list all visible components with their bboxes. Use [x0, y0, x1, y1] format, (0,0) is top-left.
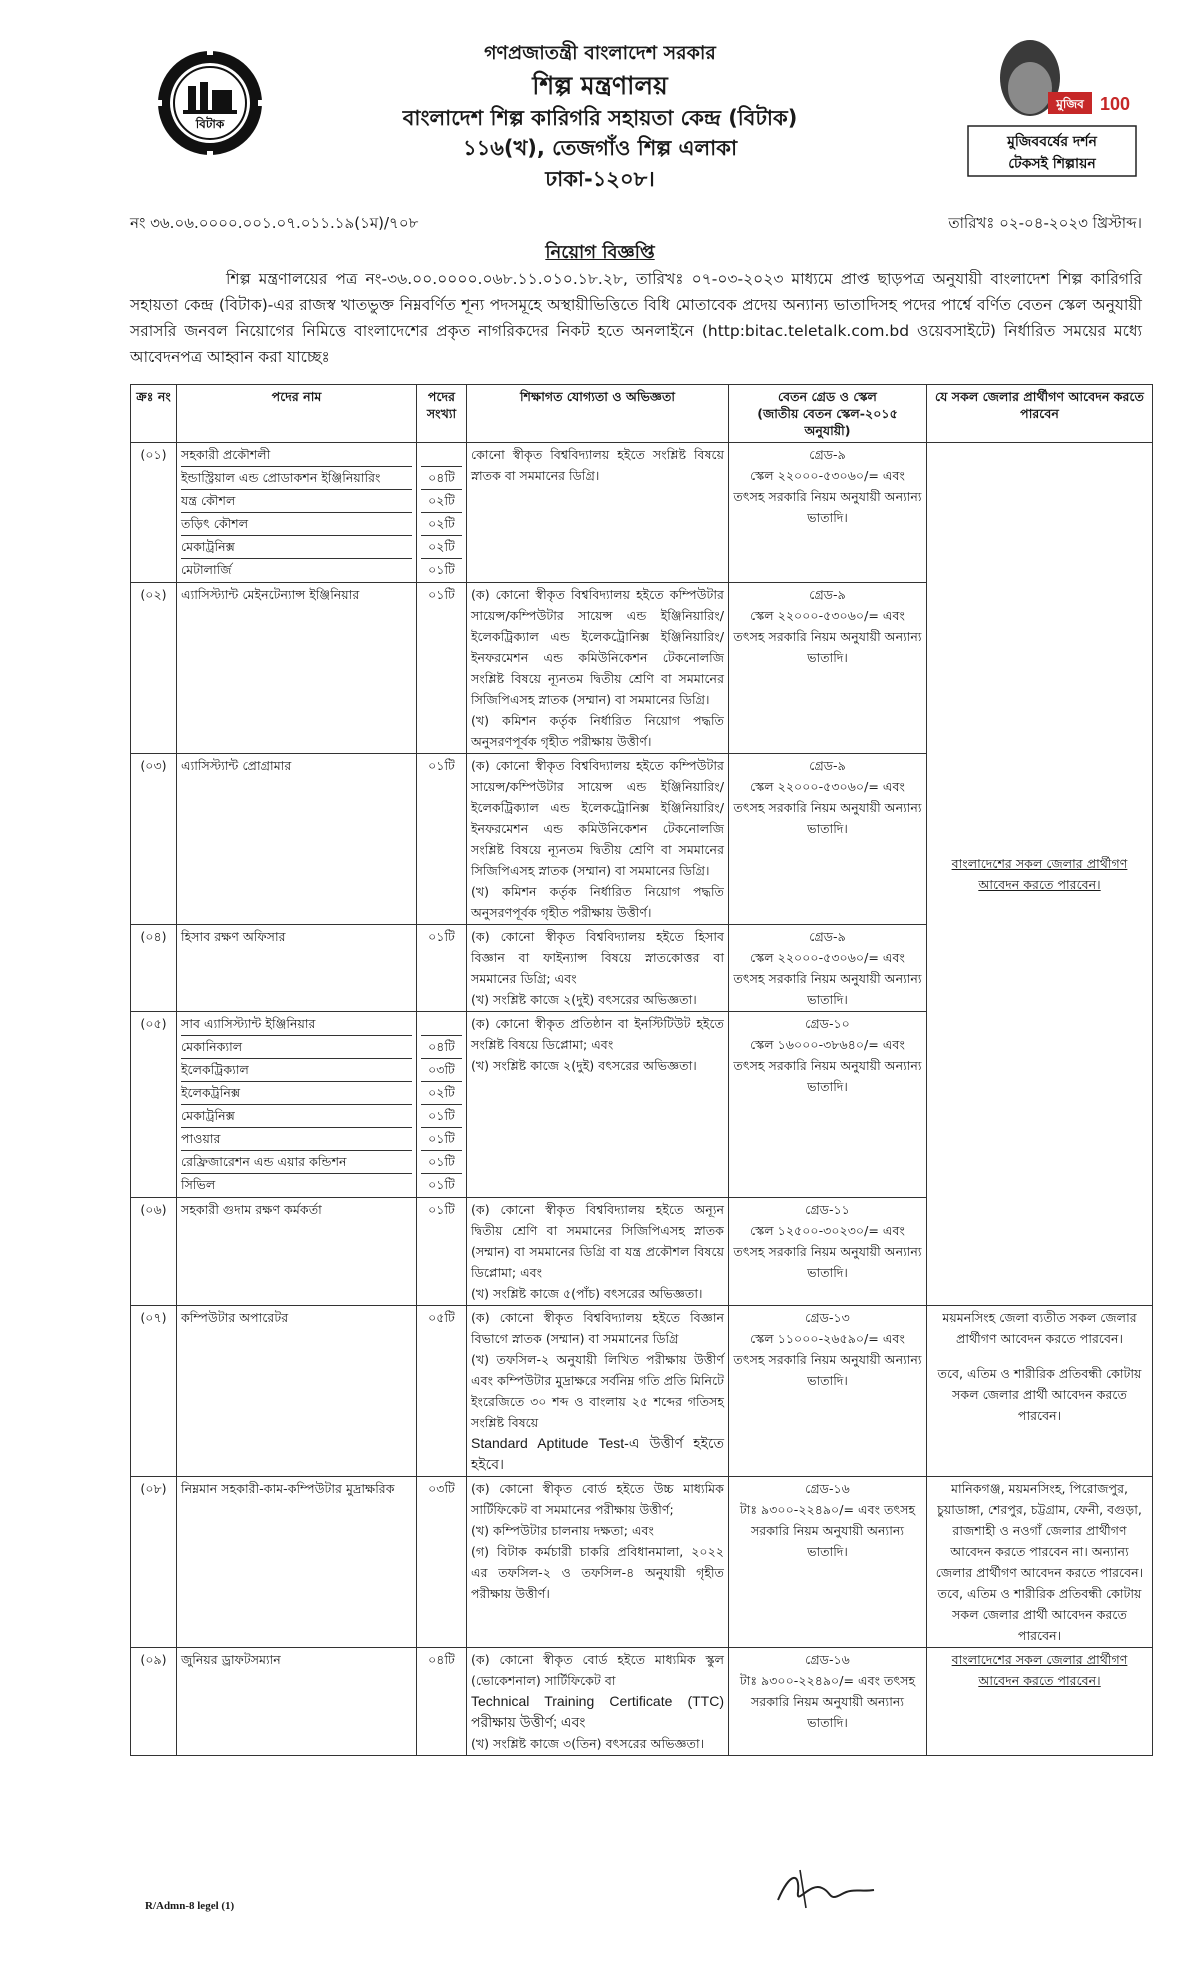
district-eligibility — [927, 1648, 1153, 1756]
district-eligibility — [927, 443, 1153, 1306]
row-count: ০৫টি — [417, 1306, 467, 1477]
subpost-count: ০১টি — [421, 1173, 462, 1196]
row-serial: (০৮) — [131, 1477, 177, 1648]
row-serial: (০১) — [131, 443, 177, 583]
row-qualification — [467, 1306, 729, 1477]
row-grade — [729, 754, 927, 925]
row-qualification — [467, 1012, 729, 1198]
district-text: বাংলাদেশের সকল জেলার প্রার্থীগণ আবেদন করতে পারবেন। — [951, 856, 1128, 892]
mujib-logo-line2: টেকসই শিল্পায়ন — [1008, 156, 1096, 172]
bitac-logo-text: বিটাক — [195, 117, 225, 131]
qualification-item: Technical Training Certificate (TTC) পরীক্ষায় উত্তীর্ণ; এবং — [471, 1693, 724, 1730]
letterhead — [300, 42, 900, 192]
district-text: মানিকগঞ্জ, ময়মনসিংহ, পিরোজপুর, চুয়াডাঙ্গা, শেরপুর, চট্টগ্রাম, ফেনী, বগুড়া, রাজশাহী ও নওগাঁ জেলার প্রার্থীগণ আবেদন করতে পারবেন না। অন্যান্য জেলার প্রার্থীগণ আবেদন করতে পারবেন। — [935, 1481, 1144, 1580]
qualification-item: (খ) সংশ্লিষ্ট কাজে ৩(তিন) বৎসরের অভিজ্ঞতা। — [471, 1736, 705, 1751]
row-grade — [729, 443, 927, 583]
notice-title: নিয়োগ বিজ্ঞপ্তি — [545, 242, 655, 263]
government-name: গণপ্রজাতন্ত্রী বাংলাদেশ সরকার — [484, 42, 716, 64]
subpost-count: ০১টি — [421, 1150, 462, 1173]
row-grade — [729, 1648, 927, 1756]
row-count: ০১টি — [417, 925, 467, 1012]
qualification-item: (ক) কোনো স্বীকৃত প্রতিষ্ঠান বা ইনস্টিটিউট হইতে সংশ্লিষ্ট বিষয়ে ডিপ্লোমা; এবং — [471, 1016, 724, 1052]
subpost-name: মেকাট্রনিক্স — [181, 535, 412, 558]
table-row — [131, 1477, 1153, 1648]
organization-name: বাংলাদেশ শিল্প কারিগরি সহায়তা কেন্দ্র (বিটাক) — [402, 106, 798, 130]
memo-date: তারিখঃ ০২-০৪-২০২৩ খ্রিস্টাব্দ। — [948, 214, 1142, 232]
mujib-logo-line1: মুজিববর্ষের দর্শন — [1007, 134, 1097, 150]
grade-scale: টাঃ ৯৩০০-২২৪৯০/= এবং তৎসহ সরকারি নিয়ম অনুযায়ী অন্যান্য ভাতাদি। — [739, 1502, 916, 1559]
row-post: জুনিয়র ড্রাফটসম্যান — [177, 1648, 417, 1756]
subpost-count: ০২টি — [421, 1081, 462, 1104]
qualification-item: (খ) সংশ্লিষ্ট কাজে ২(দুই) বৎসরের অভিজ্ঞতা। — [471, 992, 697, 1007]
signature — [770, 1862, 880, 1917]
subpost-name: মেটালার্জি — [181, 558, 412, 581]
grade-label: গ্রেড-৯ — [809, 758, 846, 773]
grade-scale: স্কেল ১২৫০০-৩০২৩০/= এবং তৎসহ সরকারি নিয়ম অনুযায়ী অন্যান্য ভাতাদি। — [733, 1223, 922, 1280]
row-serial: (০৭) — [131, 1306, 177, 1477]
qualification-item: (ক) কোনো স্বীকৃত বোর্ড হইতে উচ্চ মাধ্যমিক সার্টিফিকেট বা সমমানের পরীক্ষায় উত্তীর্ণ; — [471, 1481, 724, 1517]
row-post: হিসাব রক্ষণ অফিসার — [177, 925, 417, 1012]
bitac-logo — [155, 48, 265, 158]
row-grade — [729, 1198, 927, 1306]
row-serial: (০৬) — [131, 1198, 177, 1306]
row-grade — [729, 925, 927, 1012]
subpost-name: মেকানিক্যাল — [181, 1035, 412, 1058]
table-header-row — [131, 385, 1153, 443]
header-grade — [729, 385, 927, 443]
grade-scale: স্কেল ১৬০০০-৩৮৬৪০/= এবং তৎসহ সরকারি নিয়ম অনুযায়ী অন্যান্য ভাতাদি। — [733, 1037, 922, 1094]
district-text: ময়মনসিংহ জেলা ব্যতীত সকল জেলার প্রার্থীগণ আবেদন করতে পারবেন। — [942, 1310, 1137, 1346]
header-serial: ক্রঃ নং — [131, 385, 177, 443]
qualification-item: (খ) কমিশন কর্তৃক নির্ধারিত নিয়োগ পদ্ধতি অনুসরণপূর্বক গৃহীত পরীক্ষায় উত্তীর্ণ। — [471, 884, 724, 920]
post-title: সহকারী প্রকৌশলী — [181, 447, 271, 462]
qualification-item: (ক) কোনো স্বীকৃত বিশ্ববিদ্যালয় হইতে কম্পিউটার সায়েন্স/কম্পিউটার সায়েন্স এন্ড ইঞ্জিনিয়ারিং/ইলেকট্রিক্যাল এন্ড ইলেকট্রোনিক্স ইঞ্জিনিয়ারিং/ইনফরমেশন এন্ড কমিউনিকেশন টেকনোলজি সংশ্লিষ্ট বিষয়ে ন্যূনতম দ্বিতীয় শ্রেণি বা সমমানের সিজিপিএসহ স্নাতক (সম্মান) বা সমমানের ডিগ্রি। — [471, 587, 724, 707]
row-grade — [729, 1012, 927, 1198]
subpost-name: ইলেকট্রনিক্স — [181, 1081, 412, 1104]
row-count: ০৪টি — [417, 1648, 467, 1756]
district-quota-text: তবে, এতিম ও শারীরিক প্রতিবন্ধী কোটায় সকল জেলার প্রার্থী আবেদন করতে পারবেন। — [937, 1366, 1142, 1423]
row-post: নিম্নমান সহকারী-কাম-কম্পিউটার মুদ্রাক্ষরিক — [177, 1477, 417, 1648]
qualification-item: (ক) কোনো স্বীকৃত বিশ্ববিদ্যালয় হইতে হিসাব বিজ্ঞান বা ফাইন্যান্স বিষয়ে স্নাতকোত্তর বা সমমানের ডিগ্রি; এবং — [471, 929, 724, 986]
grade-label: গ্রেড-১১ — [805, 1202, 850, 1217]
row-post — [177, 1012, 417, 1198]
notice-intro: শিল্প মন্ত্রণালয়ের পত্র নং-৩৬.০০.০০০০.০৬৮.১১.০১০.১৮.২৮, তারিখঃ ০৭-০৩-২০২৩ মাধ্যমে প্রাপ্ত ছাড়পত্র অনুযায়ী বাংলাদেশ শিল্প কারিগরি সহায়তা কেন্দ্র (বিটাক)-এর রাজস্ব খাতভুক্ত নিম্নবর্ণিত শূন্য পদসমূহে অস্থায়ীভিত্তিতে বিধি মোতাবেক প্রদেয় অন্যান্য ভাতাদিসহ পদের পার্শ্বে বর্ণিত বেতন স্কেল অনুযায়ী সরাসরি জনবল নিয়োগের নিমিত্তে বাংলাদেশের প্রকৃত নাগরিকদের নিকট হতে অনলাইনে (http:bitac.teletalk.com.bd ওয়েবসাইটে) নির্ধারিত সময়ের মধ্যে আবেদনপত্র আহ্বান করা যাচ্ছেঃ — [130, 270, 1142, 366]
row-post: সহকারী গুদাম রক্ষণ কর্মকর্তা — [177, 1198, 417, 1306]
table-row — [131, 443, 1153, 583]
subpost-name: ইন্ডাস্ট্রিয়াল এন্ড প্রোডাকশন ইঞ্জিনিয়ারিং — [181, 466, 412, 489]
grade-label: গ্রেড-৯ — [809, 587, 846, 602]
row-count: ০১টি — [417, 1198, 467, 1306]
header-count: পদের সংখ্যা — [417, 385, 467, 443]
header-grade-line2: (জাতীয় বেতন স্কেল-২০১৫ অনুযায়ী) — [757, 406, 898, 438]
subpost-name: তড়িৎ কৌশল — [181, 512, 412, 535]
grade-label: গ্রেড-১৬ — [805, 1652, 850, 1667]
district-text: বাংলাদেশের সকল জেলার প্রার্থীগণ আবেদন করতে পারবেন। — [951, 1652, 1128, 1688]
qualification-item: কোনো স্বীকৃত বিশ্ববিদ্যালয় হইতে সংশ্লিষ্ট বিষয়ে স্নাতক বা সমমানের ডিগ্রি। — [471, 447, 724, 483]
row-serial: (০২) — [131, 583, 177, 754]
subpost-count: ০১টি — [421, 1104, 462, 1127]
subpost-name: মেকাট্রনিক্স — [181, 1104, 412, 1127]
subpost-count: ০২টি — [421, 512, 462, 535]
subpost-count: ০৪টি — [421, 1035, 462, 1058]
organization-city: ঢাকা-১২০৮। — [545, 166, 655, 191]
header-grade-line1: বেতন গ্রেড ও স্কেল — [778, 389, 877, 404]
grade-label: গ্রেড-১০ — [805, 1016, 850, 1031]
row-serial: (০৯) — [131, 1648, 177, 1756]
row-post: কম্পিউটার অপারেটর — [177, 1306, 417, 1477]
row-count — [417, 443, 467, 583]
row-qualification — [467, 1477, 729, 1648]
row-grade — [729, 1477, 927, 1648]
qualification-item: (খ) কমিশন কর্তৃক নির্ধারিত নিয়োগ পদ্ধতি অনুসরণপূর্বক গৃহীত পরীক্ষায় উত্তীর্ণ। — [471, 713, 724, 749]
grade-scale: টাঃ ৯৩০০-২২৪৯০/= এবং তৎসহ সরকারি নিয়ম অনুযায়ী অন্যান্য ভাতাদি। — [739, 1673, 916, 1730]
mujib-logo-badge: 100 — [1100, 94, 1131, 114]
row-post — [177, 443, 417, 583]
footer-code: R/Admn-8 legel (1) — [145, 1900, 235, 1912]
qualification-item: (খ) তফসিল-২ অনুযায়ী লিখিত পরীক্ষায় উত্তীর্ণ এবং কম্পিউটার মুদ্রাক্ষরে সর্বনিম্ন গতি প্রতি মিনিটে ইংরেজিতে ৩০ শব্দ ও বাংলায় ২৫ শব্দের গতিসহ সংশ্লিষ্ট বিষয়ে — [471, 1352, 724, 1430]
header-post: পদের নাম — [177, 385, 417, 443]
qualification-item: Standard Aptitude Test-এ উত্তীর্ণ হইতে হইবে। — [471, 1435, 724, 1472]
row-serial: (০৩) — [131, 754, 177, 925]
subpost-count: ০৩টি — [421, 1058, 462, 1081]
grade-scale: স্কেল ১১০০০-২৬৫৯০/= এবং তৎসহ সরকারি নিয়ম অনুযায়ী অন্যান্য ভাতাদি। — [733, 1331, 922, 1388]
row-count: ০১টি — [417, 583, 467, 754]
row-serial: (০৫) — [131, 1012, 177, 1198]
row-count: ০১টি — [417, 754, 467, 925]
row-grade — [729, 583, 927, 754]
subpost-count: ০২টি — [421, 489, 462, 512]
qualification-item: (খ) কম্পিউটার চালনায় দক্ষতা; এবং — [471, 1523, 654, 1538]
row-qualification — [467, 754, 729, 925]
grade-label: গ্রেড-১৬ — [805, 1481, 850, 1496]
grade-scale: স্কেল ২২০০০-৫৩০৬০/= এবং তৎসহ সরকারি নিয়ম অনুযায়ী অন্যান্য ভাতাদি। — [733, 608, 922, 665]
subpost-count: ০১টি — [421, 558, 462, 581]
subpost-count: ০২টি — [421, 535, 462, 558]
memo-number: নং ৩৬.০৬.০০০০.০০১.০৭.০১১.১৯(১ম)/৭০৮ — [130, 214, 419, 232]
district-quota-text: তবে, এতিম ও শারীরিক প্রতিবন্ধী কোটায় সকল জেলার প্রার্থী আবেদন করতে পারবেন। — [937, 1586, 1142, 1643]
grade-scale: স্কেল ২২০০০-৫৩০৬০/= এবং তৎসহ সরকারি নিয়ম অনুযায়ী অন্যান্য ভাতাদি। — [733, 468, 922, 525]
row-qualification — [467, 443, 729, 583]
row-count — [417, 1012, 467, 1198]
row-qualification — [467, 1648, 729, 1756]
subpost-count: ০৪টি — [421, 466, 462, 489]
subpost-count: ০১টি — [421, 1127, 462, 1150]
row-post: এ্যাসিস্ট্যান্ট মেইনটেন্যান্স ইঞ্জিনিয়ার — [177, 583, 417, 754]
ministry-name: শিল্প মন্ত্রণালয় — [532, 70, 668, 100]
row-count: ০৩টি — [417, 1477, 467, 1648]
district-eligibility — [927, 1306, 1153, 1477]
organization-address: ১১৬(খ), তেজগাঁও শিল্প এলাকা — [462, 136, 738, 161]
row-grade — [729, 1306, 927, 1477]
table-row — [131, 1648, 1153, 1756]
mujib-logo-label: মুজিব — [1056, 97, 1084, 111]
table-row — [131, 1306, 1153, 1477]
qualification-item: (ক) কোনো স্বীকৃত বিশ্ববিদ্যালয় হইতে কম্পিউটার সায়েন্স/কম্পিউটার সায়েন্স এন্ড ইঞ্জিনিয়ারিং/ইলেকট্রিক্যাল এন্ড ইলেকট্রোনিক্স ইঞ্জিনিয়ারিং/ইনফরমেশন এন্ড কমিউনিকেশন টেকনোলজি সংশ্লিষ্ট বিষয়ে ন্যূনতম দ্বিতীয় শ্রেণি বা সমমানের সিজিপিএসহ স্নাতক (সম্মান) বা সমমানের ডিগ্রি। — [471, 758, 724, 878]
subpost-name: যন্ত্র কৌশল — [181, 489, 412, 512]
qualification-item: (খ) সংশ্লিষ্ট কাজে ৫(পাঁচ) বৎসরের অভিজ্ঞতা। — [471, 1286, 703, 1301]
row-post: এ্যাসিস্ট্যান্ট প্রোগ্রামার — [177, 754, 417, 925]
subpost-name: রেফ্রিজারেশন এন্ড এয়ার কন্ডিশন — [181, 1150, 412, 1173]
row-qualification — [467, 925, 729, 1012]
header-qualification: শিক্ষাগত যোগ্যতা ও অভিজ্ঞতা — [467, 385, 729, 443]
subpost-name: ইলেকট্রিক্যাল — [181, 1058, 412, 1081]
subpost-name: পাওয়ার — [181, 1127, 412, 1150]
mujib-100-logo — [960, 30, 1140, 180]
subpost-name: সিভিল — [181, 1173, 412, 1196]
grade-label: গ্রেড-৯ — [809, 929, 846, 944]
qualification-item: (ক) কোনো স্বীকৃত বোর্ড হইতে মাধ্যমিক স্কুল (ভোকেশনাল) সার্টিফিকেট বা — [471, 1652, 724, 1688]
row-qualification — [467, 1198, 729, 1306]
row-qualification — [467, 583, 729, 754]
qualification-item: (খ) সংশ্লিষ্ট কাজে ২(দুই) বৎসরের অভিজ্ঞতা। — [471, 1058, 697, 1073]
district-eligibility — [927, 1477, 1153, 1648]
vacancy-table — [130, 384, 1153, 1756]
row-serial: (০৪) — [131, 925, 177, 1012]
grade-label: গ্রেড-১৩ — [805, 1310, 850, 1325]
qualification-item: (গ) বিটাক কর্মচারী চাকরি প্রবিধানমালা, ২০২২ এর তফসিল-২ ও তফসিল-৪ অনুযায়ী গৃহীত পরীক্ষায় উত্তীর্ণ। — [471, 1544, 724, 1601]
qualification-item: (ক) কোনো স্বীকৃত বিশ্ববিদ্যালয় হইতে অন্যূন দ্বিতীয় শ্রেণি বা সমমানের সিজিপিএসহ স্নাতক (সম্মান) বা সমমানের ডিগ্রি বা যন্ত্র প্রকৌশল বিষয়ে ডিপ্লোমা; এবং — [471, 1202, 724, 1280]
grade-label: গ্রেড-৯ — [809, 447, 846, 462]
header-district: যে সকল জেলার প্রার্থীগণ আবেদন করতে পারবেন — [927, 385, 1153, 443]
memo-row — [130, 212, 1142, 236]
qualification-item: (ক) কোনো স্বীকৃত বিশ্ববিদ্যালয় হইতে বিজ্ঞান বিভাগে স্নাতক (সম্মান) বা সমমানের ডিগ্রি — [471, 1310, 724, 1346]
grade-scale: স্কেল ২২০০০-৫৩০৬০/= এবং তৎসহ সরকারি নিয়ম অনুযায়ী অন্যান্য ভাতাদি। — [733, 779, 922, 836]
post-title: সাব এ্যাসিস্ট্যান্ট ইঞ্জিনিয়ার — [181, 1016, 316, 1031]
grade-scale: স্কেল ২২০০০-৫৩০৬০/= এবং তৎসহ সরকারি নিয়ম অনুযায়ী অন্যান্য ভাতাদি। — [733, 950, 922, 1007]
